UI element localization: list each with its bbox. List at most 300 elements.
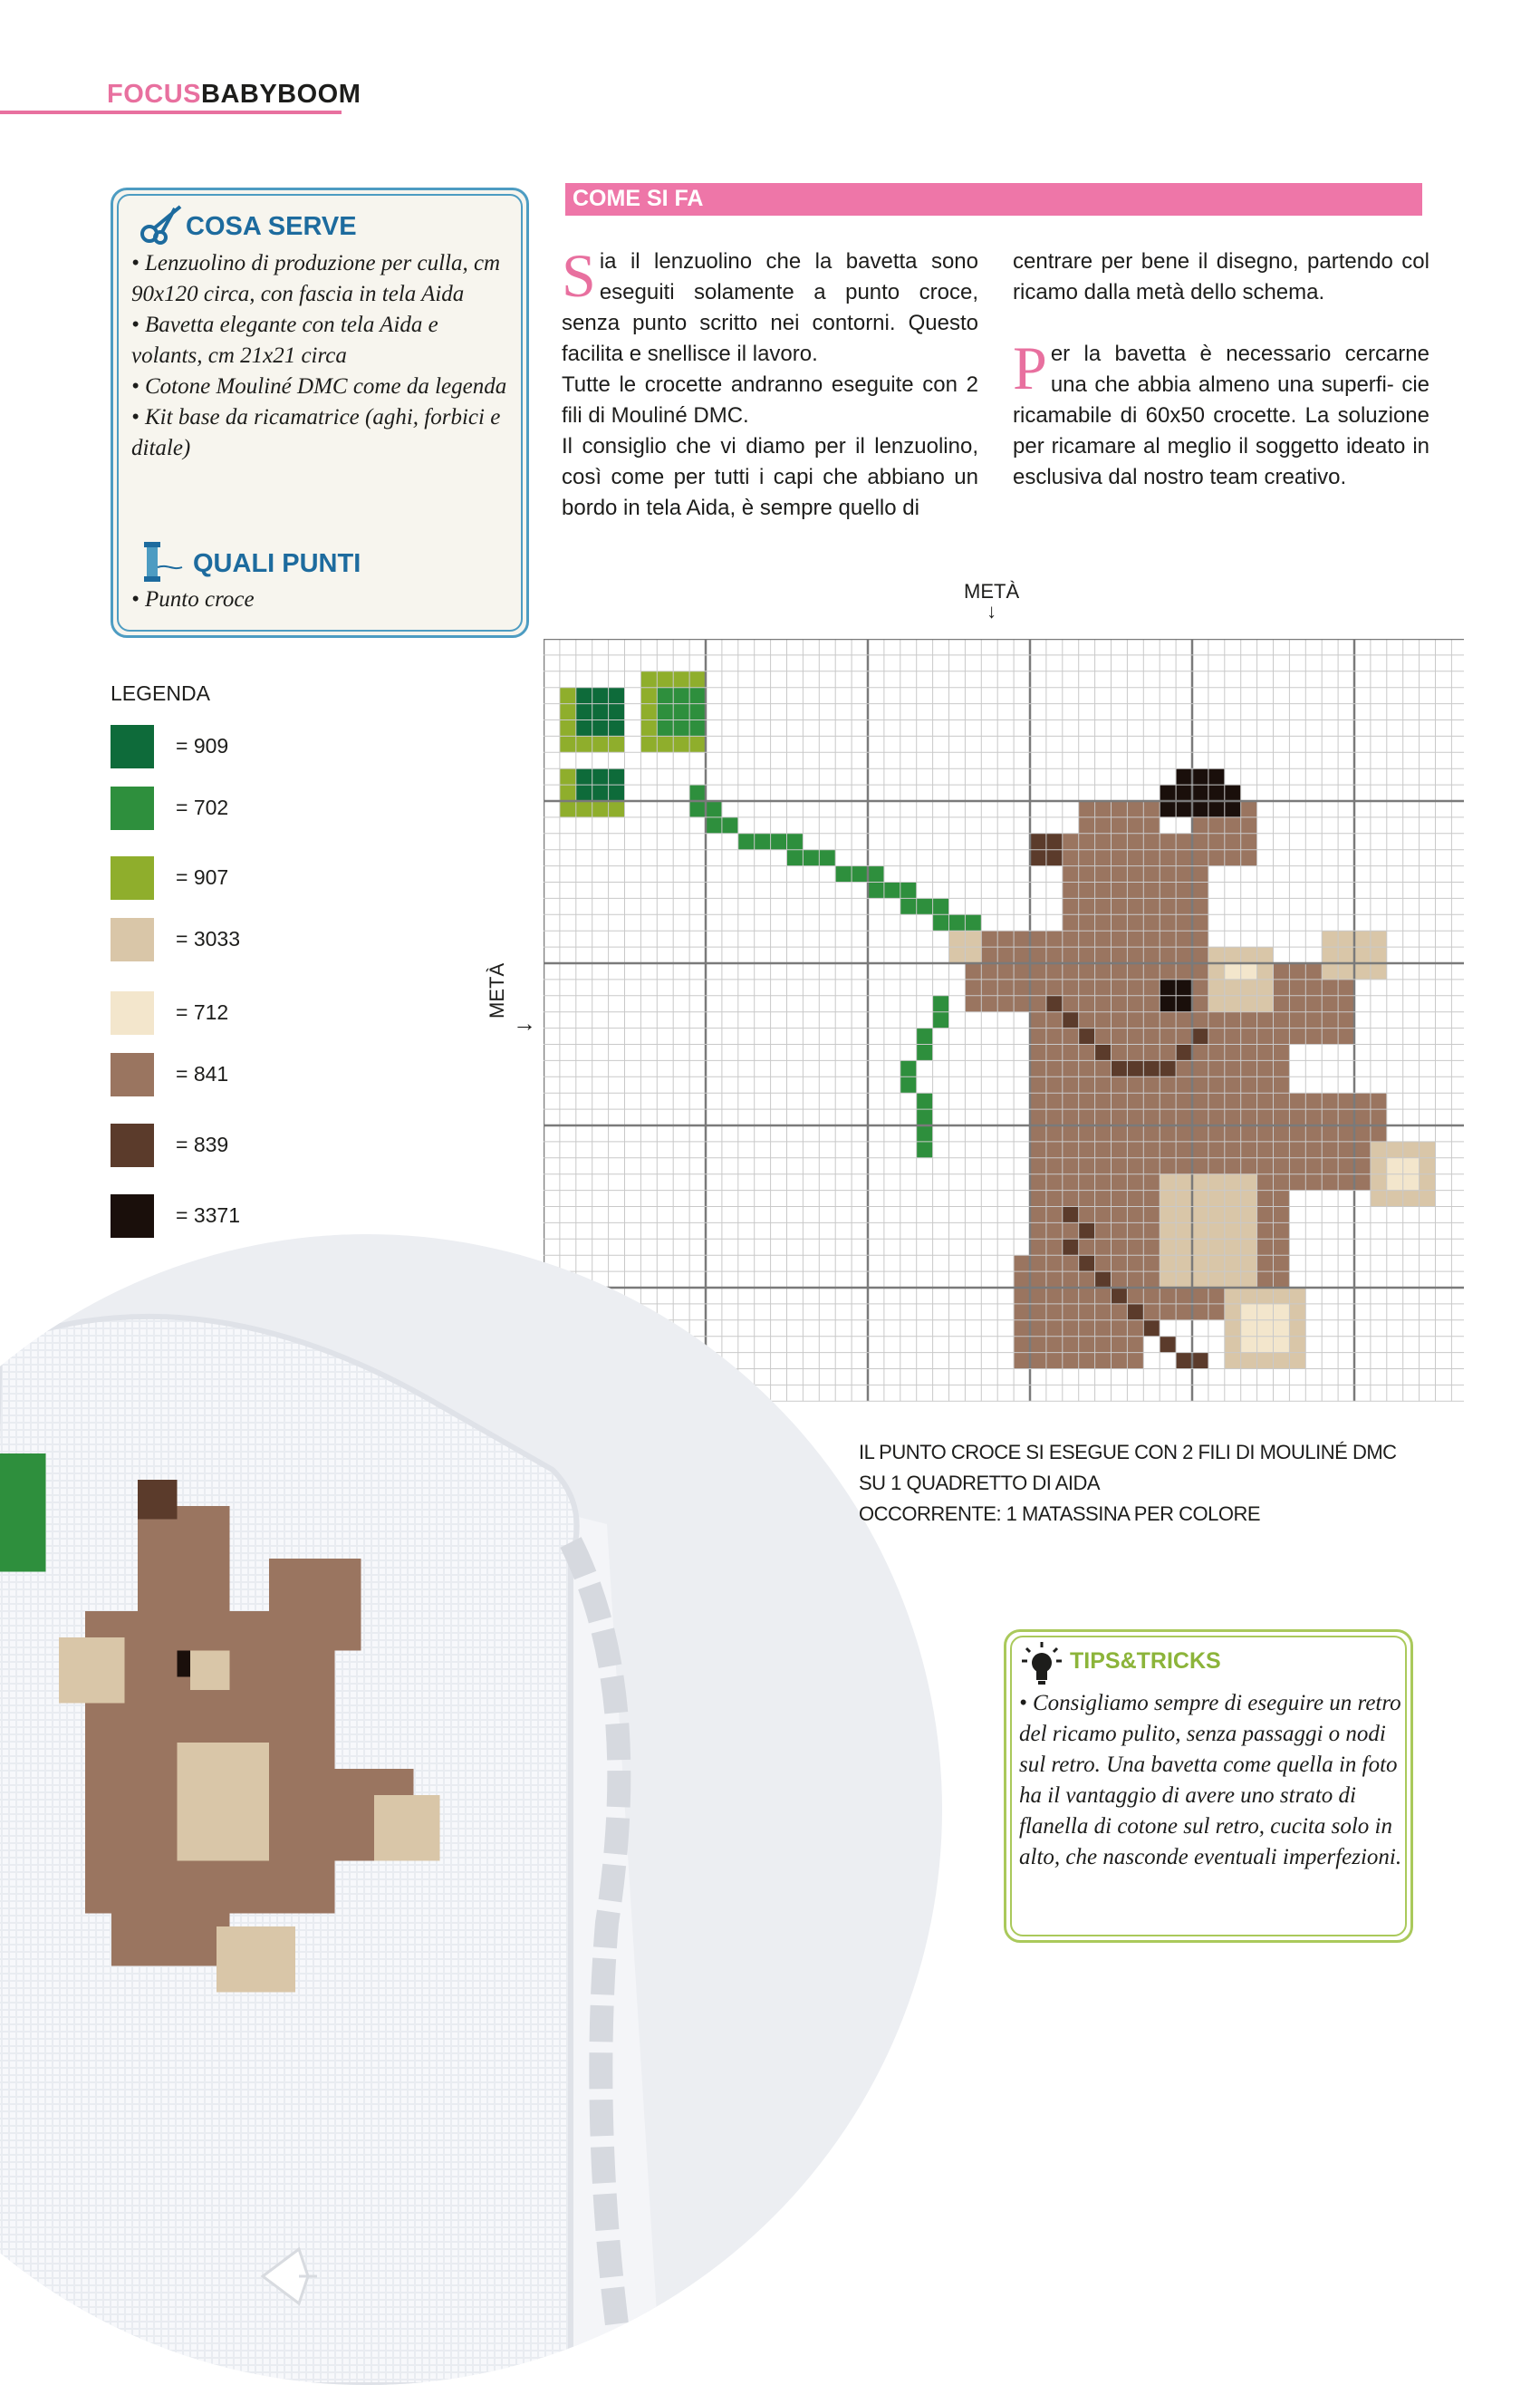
stitch <box>1176 785 1192 801</box>
stitch <box>592 736 609 752</box>
stitch <box>1030 1012 1046 1028</box>
stitch <box>1046 850 1063 866</box>
stitch <box>933 996 949 1012</box>
stitch <box>1127 1271 1143 1288</box>
stitch <box>965 980 981 996</box>
stitch <box>1160 785 1176 801</box>
stitch <box>1274 1093 1290 1109</box>
stitch <box>1208 1012 1225 1028</box>
stitch <box>1112 834 1128 850</box>
stitch <box>1143 1158 1160 1174</box>
stitch <box>1192 850 1208 866</box>
stitch <box>1112 898 1128 914</box>
stitch <box>1338 1012 1354 1028</box>
tips-panel <box>1004 1629 1413 1943</box>
stitch <box>1192 1142 1208 1158</box>
stitch <box>1176 947 1192 963</box>
section-title: COME SI FA <box>573 186 704 211</box>
stitch <box>1063 1353 1079 1369</box>
list-item: • Cotone Mouliné DMC come da legenda <box>131 374 507 399</box>
stitch <box>1030 1255 1046 1271</box>
stitch <box>1063 1077 1079 1093</box>
stitch <box>1387 1158 1403 1174</box>
stitch <box>1063 1142 1079 1158</box>
stitch <box>1371 1142 1387 1158</box>
stitch <box>1112 1174 1128 1191</box>
stitch <box>1143 1060 1160 1077</box>
stitch <box>1095 1012 1112 1028</box>
stitch <box>1176 1207 1192 1223</box>
stitch <box>884 883 900 899</box>
stitch <box>1063 1028 1079 1045</box>
stitch <box>1338 1125 1354 1142</box>
stitch <box>1095 1077 1112 1093</box>
stitch <box>1420 1142 1436 1158</box>
stitch <box>1192 834 1208 850</box>
stitch <box>1257 1222 1274 1239</box>
stitch <box>1176 1191 1192 1207</box>
stitch <box>1274 1012 1290 1028</box>
stitch <box>1095 996 1112 1012</box>
stitch <box>1176 1255 1192 1271</box>
stitch <box>1322 1174 1338 1191</box>
stitch <box>1338 947 1354 963</box>
stitch <box>1354 1125 1371 1142</box>
stitch <box>1095 1174 1112 1191</box>
stitch <box>1241 1337 1257 1353</box>
list-item: • Bavetta elegante con tela Aida e volants, cm 21x21 circa <box>131 313 438 368</box>
stitch <box>1014 1304 1030 1320</box>
stitch <box>1176 1271 1192 1288</box>
stitch <box>1225 996 1241 1012</box>
stitch <box>1095 1207 1112 1223</box>
stitch <box>1079 817 1095 834</box>
stitch <box>1322 1109 1338 1125</box>
stitch <box>1127 1353 1143 1369</box>
stitch <box>1403 1158 1420 1174</box>
stitch <box>1046 947 1063 963</box>
stitch <box>1112 963 1128 980</box>
stitch <box>1112 914 1128 931</box>
scissors-icon <box>139 203 186 245</box>
thread-code: = 3371 <box>176 1203 240 1227</box>
stitch <box>1192 785 1208 801</box>
stitch <box>1305 1125 1322 1142</box>
stitch <box>997 980 1014 996</box>
stitch <box>1176 1142 1192 1158</box>
stitch <box>1046 1028 1063 1045</box>
stitch <box>1160 1222 1176 1239</box>
stitch <box>1192 1125 1208 1142</box>
thread-code: = 841 <box>176 1062 229 1086</box>
stitch <box>592 720 609 737</box>
stitch <box>1112 1304 1128 1320</box>
stitch <box>1225 1093 1241 1109</box>
stitch <box>1241 1012 1257 1028</box>
stitch <box>1305 1012 1322 1028</box>
stitch <box>1257 1337 1274 1353</box>
stitch <box>609 801 625 817</box>
stitch <box>1030 1304 1046 1320</box>
stitch <box>1289 1288 1305 1304</box>
stitch <box>1112 931 1128 947</box>
stitch <box>1208 1045 1225 1061</box>
stitch <box>1354 963 1371 980</box>
stitch <box>1274 1353 1290 1369</box>
stitch <box>1208 1239 1225 1255</box>
stitch <box>1257 1012 1274 1028</box>
stitch <box>1274 1239 1290 1255</box>
legend-item <box>111 856 382 900</box>
stitch <box>1274 1174 1290 1191</box>
stitch <box>1192 768 1208 785</box>
cross-stitch-chart <box>544 639 1464 1407</box>
stitch <box>1322 1142 1338 1158</box>
thread-code: = 909 <box>176 734 229 758</box>
stitch <box>1338 963 1354 980</box>
stitch <box>1241 1304 1257 1320</box>
text-column-1 <box>562 241 978 524</box>
stitch <box>1160 931 1176 947</box>
thread-code: = 702 <box>176 796 229 819</box>
stitch <box>1289 1028 1305 1045</box>
stitch <box>1127 1191 1143 1207</box>
stitch <box>1176 1093 1192 1109</box>
stitch <box>1274 1028 1290 1045</box>
stitch <box>1127 1125 1143 1142</box>
stitch <box>900 883 917 899</box>
stitch <box>560 736 576 752</box>
stitch <box>1095 980 1112 996</box>
stitch <box>1046 980 1063 996</box>
stitch <box>1160 866 1176 883</box>
stitch <box>1274 1191 1290 1207</box>
stitch <box>1274 1077 1290 1093</box>
stitch <box>1371 963 1387 980</box>
legend-item <box>111 787 382 830</box>
stitch <box>1079 980 1095 996</box>
stitch <box>1192 883 1208 899</box>
stitch <box>1079 1207 1095 1223</box>
stitch <box>657 688 673 704</box>
stitch <box>755 834 771 850</box>
stitch <box>1127 898 1143 914</box>
legend-item <box>111 725 382 768</box>
stitch <box>1257 947 1274 963</box>
stitch <box>1322 1012 1338 1028</box>
stitch <box>1241 1028 1257 1045</box>
stitch <box>1046 1353 1063 1369</box>
stitch <box>1176 883 1192 899</box>
stitch <box>1063 883 1079 899</box>
stitch <box>1225 850 1241 866</box>
stitch <box>1127 1060 1143 1077</box>
stitch <box>1225 1337 1241 1353</box>
stitch <box>900 1077 917 1093</box>
stitch <box>1305 980 1322 996</box>
thread-code: = 839 <box>176 1133 229 1156</box>
tips-title: TIPS&TRICKS <box>1070 1648 1221 1674</box>
materials-panel <box>111 188 529 638</box>
stitch <box>1079 1255 1095 1271</box>
stitch <box>1225 980 1241 996</box>
stitch <box>560 720 576 737</box>
stitch <box>1063 914 1079 931</box>
stitch <box>1046 1060 1063 1077</box>
stitch <box>1192 1077 1208 1093</box>
stitch <box>1371 1109 1387 1125</box>
stitch <box>1079 1353 1095 1369</box>
stitch <box>1079 1060 1095 1077</box>
stitch <box>1079 931 1095 947</box>
stitch <box>1289 1174 1305 1191</box>
stitch <box>1095 931 1112 947</box>
stitch <box>640 704 657 720</box>
stitch <box>1143 996 1160 1012</box>
stitch <box>1112 1012 1128 1028</box>
stitch <box>981 996 997 1012</box>
stitch <box>689 785 706 801</box>
stitch <box>1160 996 1176 1012</box>
stitch <box>673 671 689 688</box>
stitch <box>1095 1320 1112 1337</box>
stitch <box>609 720 625 737</box>
stitch <box>1371 1093 1387 1109</box>
stitch <box>1208 963 1225 980</box>
stitch <box>1127 1222 1143 1239</box>
stitch <box>1014 1320 1030 1337</box>
stitch <box>1225 1125 1241 1142</box>
stitch <box>1030 1142 1046 1158</box>
stitch <box>949 914 966 931</box>
stitch <box>1192 1174 1208 1191</box>
stitch <box>1192 1093 1208 1109</box>
stitch <box>1014 1288 1030 1304</box>
stitch <box>1143 1222 1160 1239</box>
stitch <box>1274 1255 1290 1271</box>
stitch <box>1176 834 1192 850</box>
stitch <box>1257 1158 1274 1174</box>
stitch <box>1112 1222 1128 1239</box>
stitch <box>1225 1174 1241 1191</box>
legend-item <box>111 1053 382 1096</box>
stitch <box>1257 1288 1274 1304</box>
stitch <box>1289 1093 1305 1109</box>
stitch <box>1030 834 1046 850</box>
stitch <box>1079 996 1095 1012</box>
stitch <box>1225 1207 1241 1223</box>
stitch <box>1160 1255 1176 1271</box>
stitch <box>1160 898 1176 914</box>
stitch <box>1371 1158 1387 1174</box>
stitch <box>1192 1045 1208 1061</box>
stitch <box>1354 1174 1371 1191</box>
color-swatch <box>111 1194 154 1238</box>
stitch <box>592 785 609 801</box>
stitch <box>1063 1125 1079 1142</box>
stitch <box>1063 1109 1079 1125</box>
stitch <box>1208 1077 1225 1093</box>
stitch <box>1176 1125 1192 1142</box>
stitch <box>1225 1045 1241 1061</box>
stitch <box>1289 1353 1305 1369</box>
stitch <box>1030 1174 1046 1191</box>
stitch <box>1225 947 1241 963</box>
stitch <box>1208 1142 1225 1158</box>
stitch <box>1095 850 1112 866</box>
stitch <box>1030 1125 1046 1142</box>
stitch <box>1225 1320 1241 1337</box>
stitch <box>1289 1337 1305 1353</box>
stitch <box>1079 1109 1095 1125</box>
stitch <box>1143 1288 1160 1304</box>
stitch <box>1241 1271 1257 1288</box>
stitch <box>1208 1222 1225 1239</box>
stitch <box>1127 1077 1143 1093</box>
stitch <box>1208 1174 1225 1191</box>
stitch <box>1095 898 1112 914</box>
stitch <box>1095 1304 1112 1320</box>
stitch <box>1046 1045 1063 1061</box>
stitch <box>1208 1109 1225 1125</box>
stitch <box>1063 1304 1079 1320</box>
color-swatch <box>111 991 154 1035</box>
stitch <box>933 1012 949 1028</box>
stitch <box>1063 1288 1079 1304</box>
stitch-type: • Punto croce <box>131 587 255 612</box>
stitch <box>1176 963 1192 980</box>
stitch <box>1030 1353 1046 1369</box>
stitch <box>1112 1353 1128 1369</box>
stitch <box>1143 866 1160 883</box>
stitch <box>1030 931 1046 947</box>
stitch <box>1063 996 1079 1012</box>
stitch <box>706 817 722 834</box>
stitch <box>917 1125 933 1142</box>
stitch <box>1241 1125 1257 1142</box>
stitch <box>1063 1060 1079 1077</box>
legend-item <box>111 1194 382 1238</box>
stitch <box>1176 1012 1192 1028</box>
stitch <box>1127 850 1143 866</box>
stitch <box>1176 1288 1192 1304</box>
stitch <box>1403 1191 1420 1207</box>
stitch <box>1143 1109 1160 1125</box>
stitch <box>1095 1125 1112 1142</box>
stitch <box>1322 947 1338 963</box>
stitch <box>1127 980 1143 996</box>
stitch <box>1160 1288 1176 1304</box>
stitch <box>1208 801 1225 817</box>
stitch <box>1063 1191 1079 1207</box>
stitch <box>997 996 1014 1012</box>
stitch <box>1160 963 1176 980</box>
stitch <box>1112 1191 1128 1207</box>
stitch <box>1143 1239 1160 1255</box>
stitch <box>1112 1077 1128 1093</box>
stitch <box>1112 866 1128 883</box>
stitch <box>1403 1142 1420 1158</box>
stitch <box>1112 1337 1128 1353</box>
stitch <box>1160 1158 1176 1174</box>
stitch <box>1127 947 1143 963</box>
stitch <box>1257 963 1274 980</box>
stitch <box>1192 866 1208 883</box>
arrow-right-icon: → <box>513 1009 536 1037</box>
stitch <box>592 768 609 785</box>
stitch <box>1063 834 1079 850</box>
stitch <box>1192 1191 1208 1207</box>
stitch <box>1192 1158 1208 1174</box>
stitch <box>1241 947 1257 963</box>
stitch <box>835 866 852 883</box>
stitch <box>657 671 673 688</box>
stitch <box>1095 1109 1112 1125</box>
stitch <box>1095 1337 1112 1353</box>
stitch <box>1274 1320 1290 1337</box>
stitch <box>1225 817 1241 834</box>
stitch <box>640 720 657 737</box>
stitch <box>1160 1239 1176 1255</box>
stitch <box>1046 963 1063 980</box>
stitch <box>640 688 657 704</box>
stitch <box>1112 1109 1128 1125</box>
stitch <box>1176 866 1192 883</box>
stitch <box>917 1045 933 1061</box>
stitch <box>1112 1060 1128 1077</box>
stitch <box>1420 1191 1436 1207</box>
stitch <box>1063 1174 1079 1191</box>
stitch <box>1257 996 1274 1012</box>
stitch <box>1112 1028 1128 1045</box>
stitch <box>1079 1142 1095 1158</box>
stitch <box>1127 1174 1143 1191</box>
stitch <box>997 931 1014 947</box>
stitch <box>706 801 722 817</box>
stitch <box>1127 1045 1143 1061</box>
stitch <box>1030 947 1046 963</box>
stitch <box>1112 1239 1128 1255</box>
stitch <box>981 931 997 947</box>
stitch <box>1160 1271 1176 1288</box>
stitch <box>1079 801 1095 817</box>
stitch <box>1257 1093 1274 1109</box>
stitch <box>1143 1142 1160 1158</box>
stitch <box>1241 980 1257 996</box>
stitch <box>1338 931 1354 947</box>
stitch <box>576 736 592 752</box>
stitch <box>1046 996 1063 1012</box>
stitch <box>1095 1142 1112 1158</box>
stitch <box>1241 1142 1257 1158</box>
stitch <box>1063 1222 1079 1239</box>
stitch <box>1046 1304 1063 1320</box>
cosa-serve-title: COSA SERVE <box>186 212 357 241</box>
stitch <box>1176 1077 1192 1093</box>
stitch <box>1241 1239 1257 1255</box>
stitch <box>1143 931 1160 947</box>
stitch <box>1143 850 1160 866</box>
stitch <box>1176 1109 1192 1125</box>
stitch <box>1208 768 1225 785</box>
stitch <box>1079 1174 1095 1191</box>
color-swatch <box>111 725 154 768</box>
stitch <box>917 1093 933 1109</box>
stitch <box>1127 883 1143 899</box>
paragraph: Il consiglio che vi diamo per il lenzuolino, così come per tutti i capi che abbiano un bordo in tela Aida, è sempre quello di <box>562 434 978 520</box>
stitch <box>1030 1109 1046 1125</box>
stitch <box>1063 1239 1079 1255</box>
